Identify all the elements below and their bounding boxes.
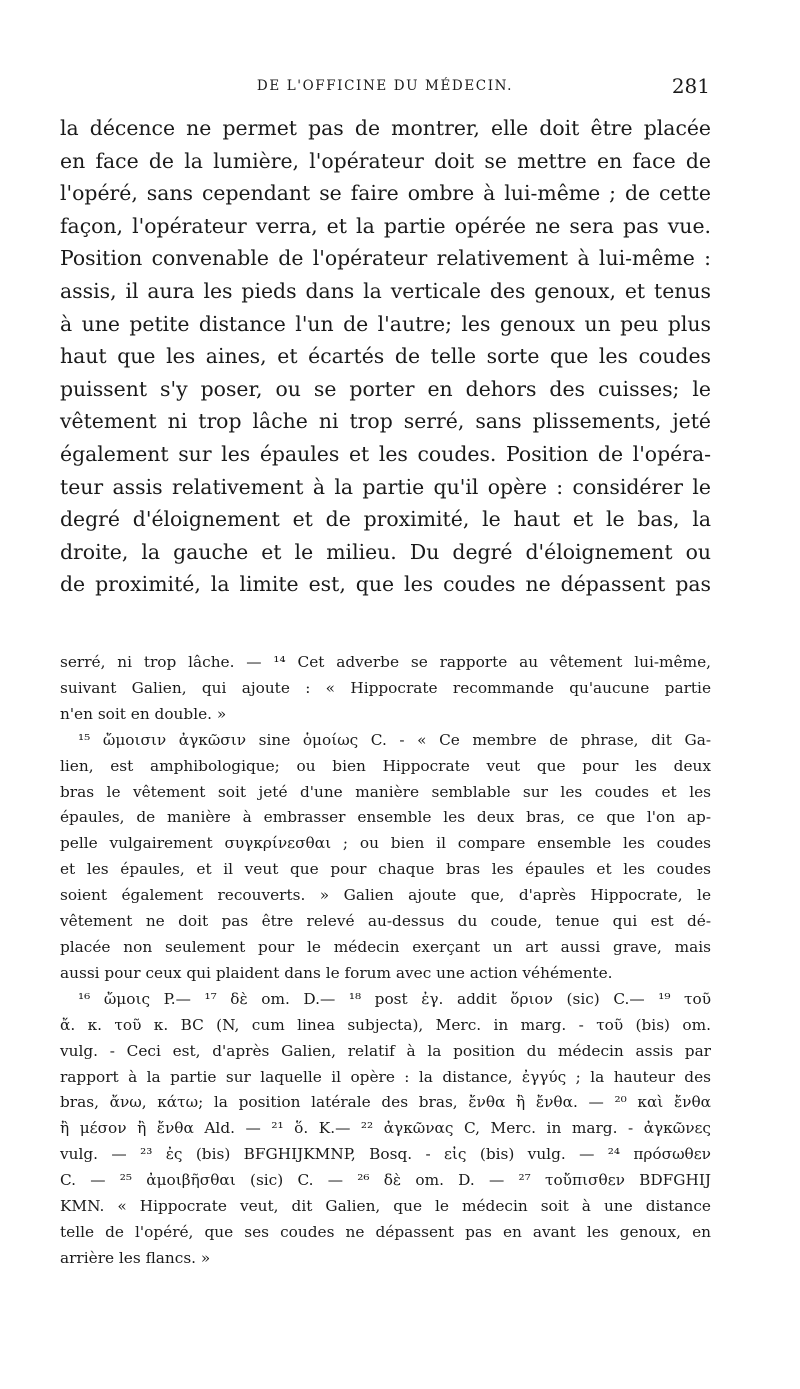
footnote-line: et les épaules, et il veut que pour chaque bras les épaules et les coudes bbox=[60, 860, 711, 879]
footnote-line: serré, ni trop lâche. — ¹⁴ Cet adverbe se rapporte au vêtement lui-même, bbox=[60, 653, 711, 671]
main-text-line: assis, il aura les pieds dans la verticale des genoux, et tenus bbox=[60, 278, 711, 303]
footnote-line: ¹⁶ ὤμοις P.— ¹⁷ δὲ om. D.— ¹⁸ post ἐγ. addit ὅριον (sic) C.— ¹⁹ τοῦ bbox=[78, 989, 711, 1008]
main-text-line: droite, la gauche et le milieu. Du degré d'éloignement ou bbox=[60, 539, 711, 564]
footnote-line: ἄ. κ. τοῦ κ. BC (N, cum linea subjecta), Merc. in marg. - τοῦ (bis) om. bbox=[60, 1015, 711, 1034]
main-text-line: teur assis relativement à la partie qu'il opère : considérer le bbox=[60, 474, 711, 499]
footnote-line: lien, est amphibologique; ou bien Hippocrate veut que pour les deux bbox=[60, 756, 711, 775]
footnote-line: vulg. - Ceci est, d'après Galien, relatif à la position du médecin assis par bbox=[60, 1041, 711, 1060]
footnote-line: aussi pour ceux qui plaident dans le forum avec une action véhémente. bbox=[60, 963, 613, 982]
main-text-line: degré d'éloignement et de proximité, le haut et le bas, la bbox=[60, 507, 711, 532]
footnote-line: bras le vêtement soit jeté d'une manière semblable sur les coudes et les bbox=[60, 782, 711, 801]
main-text-block bbox=[60, 112, 711, 601]
footnote-line: pelle vulgairement συγκρίνεσθαι ; ou bien il compare ensemble les coudes bbox=[60, 834, 711, 853]
footnote-line: ἢ μέσον ἢ ἔνθα Ald. — ²¹ ὅ. K.— ²² ἀγκῶνας C, Merc. in marg. - ἀγκῶνες bbox=[60, 1119, 711, 1138]
main-text-line: puissent s'y poser, ou se porter en dehors des cuisses; le bbox=[60, 376, 711, 401]
footnotes-block bbox=[60, 650, 711, 1272]
footnote-line: suivant Galien, qui ajoute : « Hippocrate recommande qu'aucune partie bbox=[60, 678, 711, 697]
footnote-line: vulg. — ²³ ἐς (bis) BFGHIJKMNP, Bosq. - εἰς (bis) vulg. — ²⁴ πρόσωθεν bbox=[60, 1145, 711, 1164]
main-text-line: également sur les épaules et les coudes. Position de l'opéra- bbox=[60, 441, 711, 466]
footnote-line: bras, ἄνω, κάτω; la position latérale des bras, ἔνθα ἢ ἔνθα. — ²⁰ καὶ ἔνθα bbox=[60, 1093, 711, 1112]
footnote-line: épaules, de manière à embrasser ensemble les deux bras, ce que l'on ap- bbox=[60, 808, 711, 827]
footnote-line: vêtement ne doit pas être relevé au-dessus du coude, tenue qui est dé- bbox=[60, 912, 711, 931]
main-text-line: de proximité, la limite est, que les coudes ne dépassent pas bbox=[60, 572, 711, 597]
main-text-line: à une petite distance l'un de l'autre; les genoux un peu plus bbox=[60, 311, 711, 336]
page-number: 281 bbox=[671, 74, 710, 98]
main-text-line: haut que les aines, et écartés de telle sorte que les coudes bbox=[60, 344, 711, 369]
main-text-line: la décence ne permet pas de montrer, elle doit être placée bbox=[60, 116, 711, 140]
main-text-line: vêtement ni trop lâche ni trop serré, sans plissements, jeté bbox=[60, 409, 711, 434]
footnote-line: arrière les flancs. » bbox=[60, 1248, 211, 1267]
footnote-line: placée non seulement pour le médecin exerçant un art aussi grave, mais bbox=[60, 937, 711, 956]
main-text-line: Position convenable de l'opérateur relativement à lui-même : bbox=[60, 246, 711, 271]
footnote-line: n'en soit en double. » bbox=[60, 704, 227, 723]
running-title: DE L'OFFICINE DU MÉDECIN. bbox=[256, 78, 514, 94]
footnote-line: C. — ²⁵ ἀμοιβῆσθαι (sic) C. — ²⁶ δὲ om. D. — ²⁷ τοὔπισθεν BDFGHIJ bbox=[60, 1171, 711, 1190]
footnote-line: rapport à la partie sur laquelle il opère : la distance, ἐγγύς ; la hauteur des bbox=[60, 1067, 711, 1086]
footnote-line: telle de l'opéré, que ses coudes ne dépassent pas en avant les genoux, en bbox=[60, 1222, 711, 1241]
footnote-line: KMN. « Hippocrate veut, dit Galien, que le médecin soit à une distance bbox=[60, 1197, 711, 1216]
footnote-line: ¹⁵ ὤμοισιν ἀγκῶσιν sine ὁμοίως C. - « Ce membre de phrase, dit Ga- bbox=[78, 730, 711, 749]
main-text-line: façon, l'opérateur verra, et la partie opérée ne sera pas vue. bbox=[60, 213, 711, 238]
main-text-line: l'opéré, sans cependant se faire ombre à lui-même ; de cette bbox=[60, 181, 711, 206]
footnote-line: soient également recouverts. » Galien ajoute que, d'après Hippocrate, le bbox=[60, 886, 711, 905]
main-text-line: en face de la lumière, l'opérateur doit se mettre en face de bbox=[60, 148, 711, 173]
running-head bbox=[60, 74, 710, 98]
